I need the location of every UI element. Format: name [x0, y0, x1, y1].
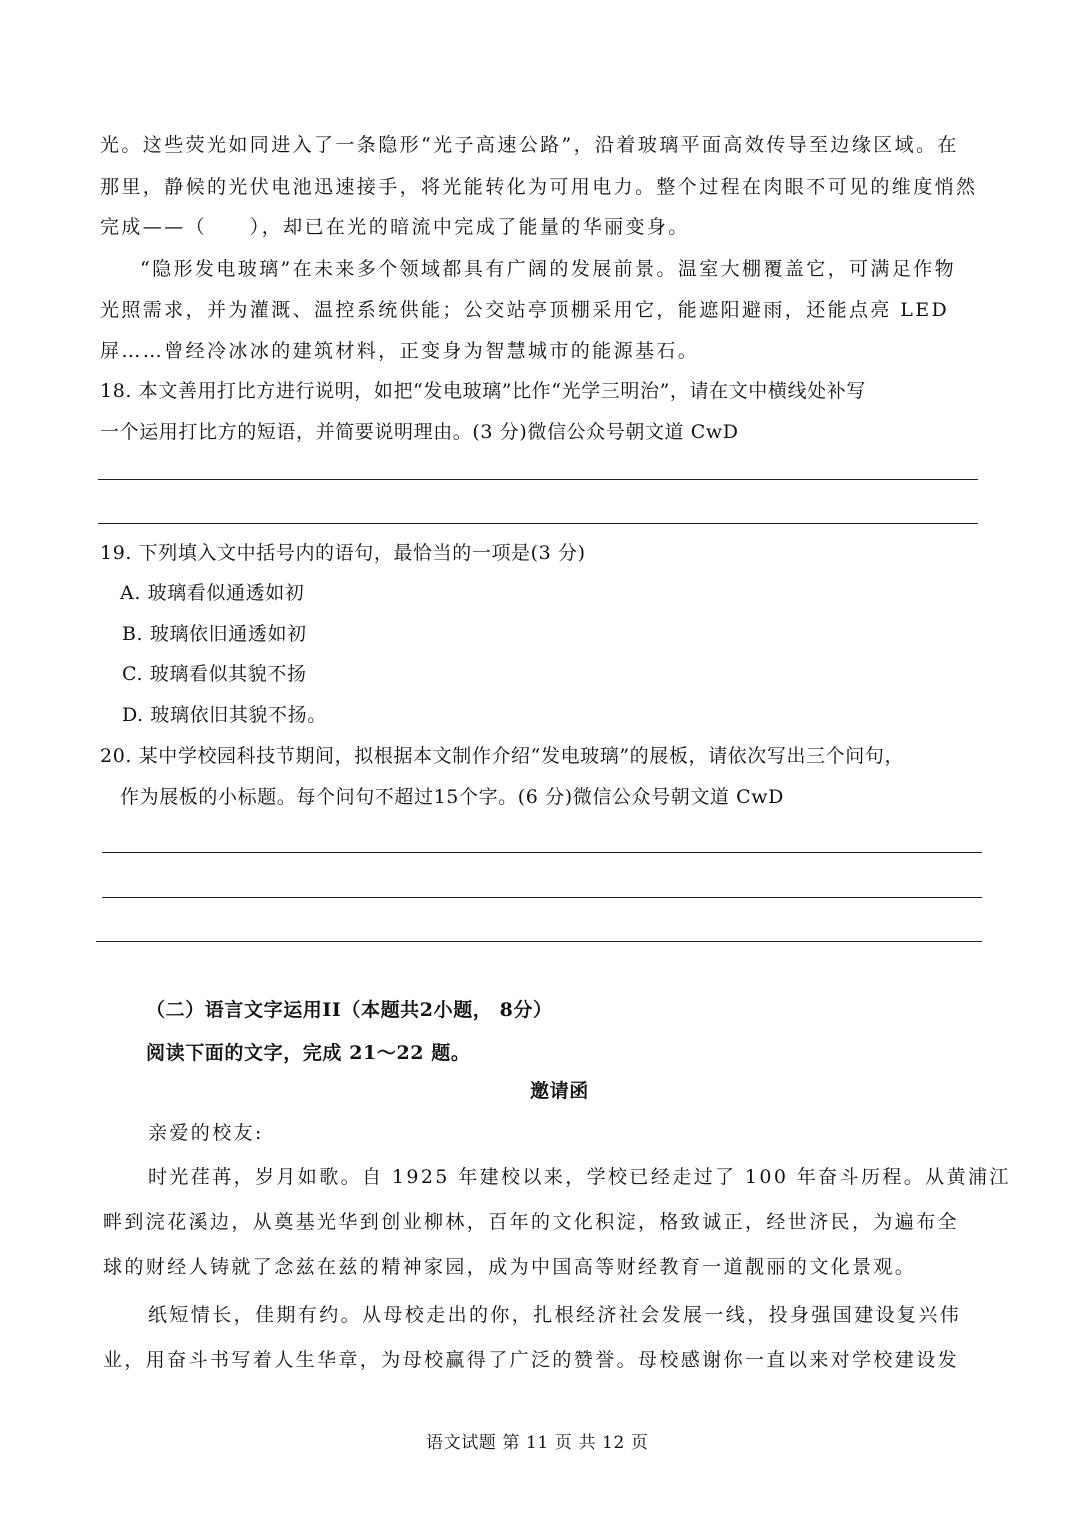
section-instruction: 阅读下面的文字，完成 21～22 题。	[146, 1042, 471, 1064]
passage-line: 那里，静候的光伏电池迅速接手，将光能转化为可用电力。整个过程在肉眼不可见的维度悄然	[100, 176, 978, 198]
letter-line: 畔到浣花溪边，从奠基光华到创业柳林，百年的文化积淀，格致诚正，经世济民，为遍布全	[103, 1211, 960, 1233]
answer-line-q20[interactable]	[102, 852, 982, 853]
section-heading: （二）语言文字运用II（本题共2小题， 8分）	[146, 999, 553, 1021]
letter-line: 纸短情长，佳期有约。从母校走出的你，扎根经济社会发展一线，投身强国建设复兴伟	[148, 1304, 962, 1326]
question-18-line: 一个运用打比方的短语，并简要说明理由。(3 分)微信公众号朝文道 CwD	[100, 421, 739, 443]
letter-line: 业，用奋斗书写着人生华章，为母校赢得了广泛的赞誉。母校感谢你一直以来对学校建设发	[103, 1349, 960, 1371]
question-19-option-b[interactable]: B. 玻璃依旧通透如初	[122, 623, 307, 645]
letter-line: 球的财经人铸就了念兹在兹的精神家园，成为中国高等财经教育一道靓丽的文化景观。	[103, 1256, 917, 1278]
question-18-line: 18. 本文善用打比方进行说明，如把“发电玻璃”比作“光学三明治”，请在文中横线处补写	[100, 380, 866, 402]
passage-line: 光。这些荧光如同进入了一条隐形“光子高速公路”，沿着玻璃平面高效传导至边缘区域。在	[100, 134, 959, 156]
question-19-stem: 19. 下列填入文中括号内的语句，最恰当的一项是(3 分)	[100, 542, 586, 564]
question-20-line: 作为展板的小标题。每个问句不超过15个字。(6 分)微信公众号朝文道 CwD	[120, 786, 785, 808]
question-19-option-c[interactable]: C. 玻璃看似其貌不扬	[122, 663, 307, 685]
question-20-line: 20. 某中学校园科技节期间，拟根据本文制作介绍“发电玻璃”的展板，请依次写出三个问句，	[100, 745, 905, 767]
answer-line-q18[interactable]	[98, 523, 978, 524]
passage-line: 屏……曾经冷冰冰的建筑材料，正变身为智慧城市的能源基石。	[100, 340, 700, 362]
passage-line: 光照需求，并为灌溉、温控系统供能；公交站亭顶棚采用它，能遮阳避雨，还能点亮 LED	[100, 299, 950, 321]
page-footer: 语文试题 第 11 页 共 12 页	[426, 1433, 649, 1453]
letter-salutation: 亲爱的校友:	[148, 1122, 264, 1144]
question-19-option-a[interactable]: A. 玻璃看似通透如初	[120, 582, 305, 604]
answer-line-q20[interactable]	[96, 941, 982, 942]
question-19-option-d[interactable]: D. 玻璃依旧其貌不扬。	[122, 704, 327, 726]
letter-title: 邀请函	[530, 1080, 589, 1102]
letter-line: 时光荏苒，岁月如歌。自 1925 年建校以来，学校已经走过了 100 年奋斗历程。从黄浦江	[148, 1166, 1011, 1188]
passage-line: 完成——（ ），却已在光的暗流中完成了能量的华丽变身。	[100, 216, 690, 238]
passage-line: “隐形发电玻璃”在未来多个领域都具有广阔的发展前景。温室大棚覆盖它，可满足作物	[140, 258, 957, 280]
answer-line-q18[interactable]	[98, 479, 978, 480]
answer-line-q20[interactable]	[102, 897, 982, 898]
